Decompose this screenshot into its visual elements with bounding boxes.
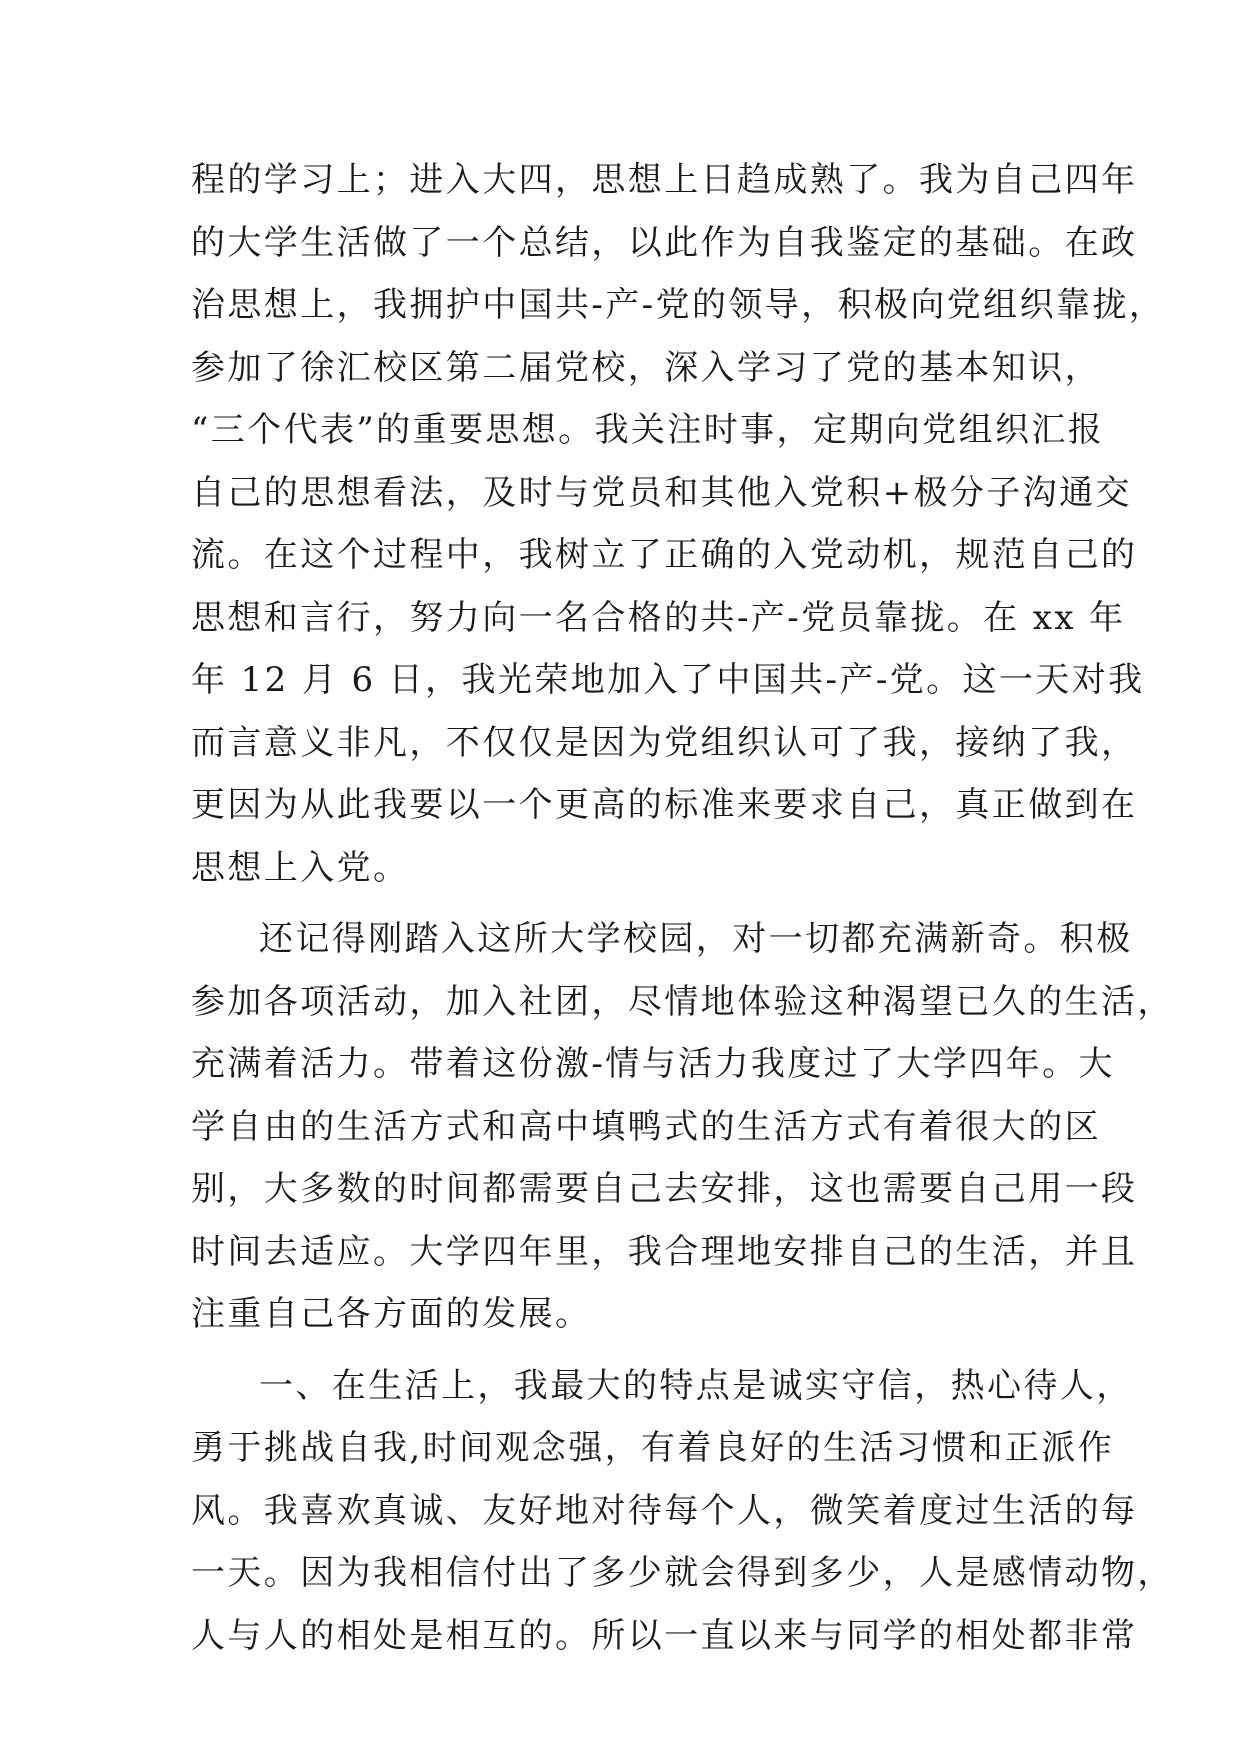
text-line: 别，大多数的时间都需要自己去安排，这也需要自己用一段 [191,1169,1138,1209]
text-line: 参加各项活动，加入社团，尽情地体验这种渴望已久的生活， [191,981,1174,1022]
text-line: 一天。因为我相信付出了多少就会得到多少，人是感情动物， [191,1553,1174,1593]
text-line: 学自由的生活方式和高中填鸭式的生活方式有着很大的区 [191,1106,1101,1147]
text-line: 而言意义非凡，不仅仅是因为党组织认可了我，接纳了我， [191,722,1138,763]
text-line: 自己的思想看法，及时与党员和其他入党积+极分子沟通交 [191,472,1132,513]
text-line: 年 12 月 6 日，我光荣地加入了中国共-产-党。这一天对我 [191,660,1145,700]
text-line: 还记得刚踏入这所大学校园，对一切都充满新奇。积极 [259,919,1133,959]
text-line: 流。在这个过程中，我树立了正确的入党动机，规范自己的 [191,535,1138,575]
text-line: 勇于挑战自我,时间观念强，有着良好的生活习惯和正派作 [191,1428,1115,1468]
text-line: 程的学习上；进入大四，思想上日趋成熟了。我为自己四年 [191,160,1138,200]
text-line: 思想上入党。 [191,847,410,888]
text-line: 人与人的相处是相互的。所以一直以来与同学的相处都非常 [191,1615,1138,1656]
paragraph-gap [191,910,1051,919]
text-line: 思想和言行，努力向一名合格的共-产-党员靠拢。在 xx 年 [191,597,1126,638]
text-line: 时间去适应。大学四年里，我合理地安排自己的生活，并且 [191,1231,1138,1272]
text-line: 参加了徐汇校区第二届党校，深入学习了党的基本知识， [191,347,1101,388]
text-line: 一、在生活上，我最大的特点是诚实守信，热心待人， [259,1365,1133,1406]
text-line: 的大学生活做了一个总结，以此作为自我鉴定的基础。在政 [191,222,1138,263]
document-body [191,160,1174,1678]
text-line: 更因为从此我要以一个更高的标准来要求自己，真正做到在 [191,785,1138,825]
text-line: 风。我喜欢真诚、友好地对待每个人，微笑着度过生活的每 [191,1490,1138,1531]
text-line: “三个代表”的重要思想。我关注时事，定期向党组织汇报 [191,410,1105,450]
text-line: 治思想上，我拥护中国共-产-党的领导，积极向党组织靠拢， [191,285,1166,325]
paragraph-gap [191,1357,1051,1366]
text-line: 充满着活力。带着这份激-情与活力我度过了大学四年。大 [191,1044,1115,1084]
text-line: 注重自己各方面的发展。 [191,1294,592,1334]
